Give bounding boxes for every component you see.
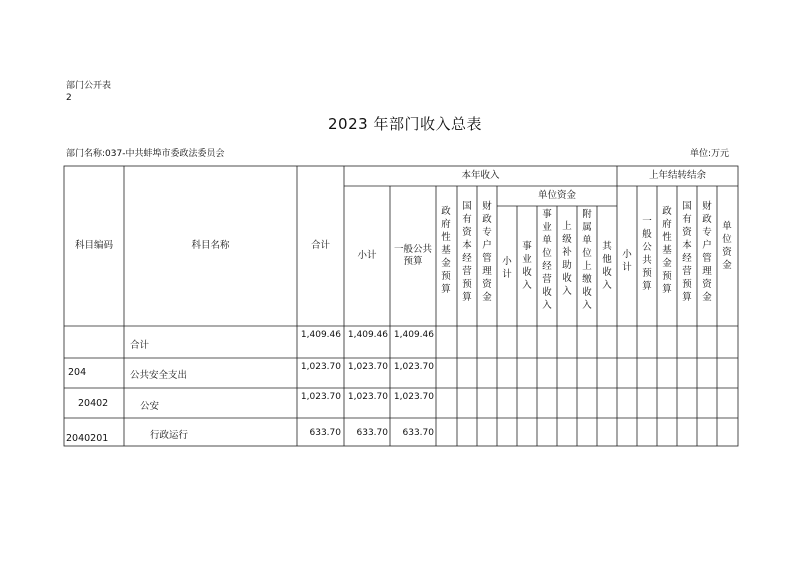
row-subtotal: 1,023.70: [347, 362, 388, 372]
row-total: 1,409.46: [300, 330, 341, 340]
header-current-year: 本年收入: [461, 170, 500, 181]
row-subtotal: 1,023.70: [347, 392, 388, 402]
header-co-subtotal: 小计: [622, 249, 632, 273]
unit-label: 单位:万元: [690, 149, 730, 159]
row-general: 1,023.70: [393, 392, 434, 402]
row-general: 1,409.46: [393, 330, 434, 340]
header-co-unit-funds: 单位资金: [722, 221, 732, 271]
header-code: 科目编码: [74, 240, 113, 251]
header-name: 科目名称: [191, 240, 230, 251]
row-name: 合计: [130, 340, 150, 351]
row-name: 公共安全支出: [130, 370, 188, 381]
row-name: 公安: [140, 401, 160, 412]
header-total: 合计: [310, 240, 330, 251]
table-number: 2: [66, 93, 72, 103]
row-code: 2040201: [66, 433, 109, 444]
header-operating-income: 事业单位经营收入: [542, 209, 552, 311]
header-other-income: 其他收入: [602, 241, 612, 291]
row-general: 633.70: [402, 428, 434, 438]
header-fiscal-special: 财政专户管理资金: [482, 201, 492, 303]
row-total: 633.70: [309, 428, 341, 438]
header-gov-fund: 政府性基金预算: [441, 206, 451, 295]
header-superior-subsidy: 上级补助收入: [562, 221, 572, 297]
header-affiliated-payment: 附属单位上缴收入: [582, 209, 592, 311]
row-code: 204: [68, 367, 87, 378]
public-table-label: 部门公开表: [66, 81, 112, 91]
header-co-gov-fund: 政府性基金预算: [662, 206, 672, 295]
row-code: 20402: [78, 398, 109, 409]
row-total: 1,023.70: [300, 392, 341, 402]
department-name: 部门名称:037-中共蚌埠市委政法委员会: [66, 149, 225, 159]
header-unit-funds: 单位资金: [537, 190, 576, 201]
header-carryover: 上年结转结余: [648, 170, 706, 181]
header-co-general: 一般公共预算: [642, 216, 652, 292]
row-subtotal: 633.70: [356, 428, 388, 438]
header-co-fiscal-special: 财政专户管理资金: [702, 201, 712, 303]
row-general: 1,023.70: [393, 362, 434, 372]
header-co-state-capital: 国有资本经营预算: [682, 201, 692, 303]
header-state-capital: 国有资本经营预算: [462, 201, 472, 303]
header-unit-subtotal: 小计: [502, 256, 512, 280]
page-title: 2023 年部门收入总表: [328, 115, 482, 133]
row-total: 1,023.70: [300, 362, 341, 372]
header-business-income: 事业收入: [522, 241, 532, 291]
header-general-budget: 一般公共预算: [393, 244, 432, 267]
row-subtotal: 1,409.46: [347, 330, 388, 340]
header-subtotal: 小计: [357, 250, 377, 261]
row-name: 行政运行: [150, 430, 189, 441]
